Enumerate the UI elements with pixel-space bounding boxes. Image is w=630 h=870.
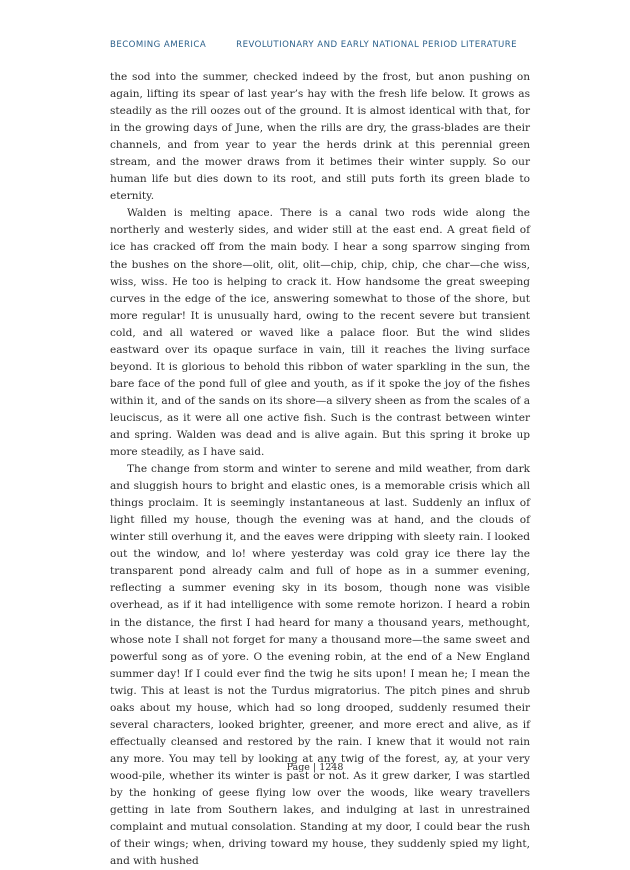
book-title: BECOMING AMERICA <box>110 40 207 50</box>
page-number: 1248 <box>319 762 344 773</box>
section-title: REVOLUTIONARY AND EARLY NATIONAL PERIOD LITERATURE <box>236 40 518 50</box>
page-separator: | <box>312 762 317 773</box>
paragraph-continued: the sod into the summer, checked indeed by the frost, but anon pushing on again, lifting its spear of last year’s hay with the fresh life below. It grows as steadily as the rill oozes out of the ground. It is almost identical with that, for in the growing days of June, when the rills are dry, the grass-blades are their channels, and from year to year the herds drink at this perennial green stream, and the mower draws from it betimes their winter supply. So our human life but dies down to its root, and still puts forth its green blade to eternity. <box>110 71 530 203</box>
body-text <box>110 69 530 870</box>
paragraph-change-from-storm: The change from storm and winter to serene and mild weather, from dark and sluggish hours to bright and elastic ones, is a memorable crisis which all things proclaim. It is seemingly instantaneous at last. Suddenly an influx of light filled my house, though the evening was at hand, and the clouds of winter still overhung it, and the eaves were dripping with sleety rain. I looked out the window, and lo! where yesterday was cold gray ice there lay the transparent pond already calm and full of hope as in a summer evening, reflecting a summer evening sky in its bosom, though none was visible overhead, as if it had intelligence with some remote horizon. I heard a robin in the distance, the first I had heard for many a thousand years, methought, whose note I shall not forget for many a thousand more—the same sweet and powerful song as of yore. O the evening robin, at the end of a New England summer day! If I could ever find the twig he sits upon! I mean he; I mean the twig. This at least is not the Turdus migratorius. The pitch pines and shrub oaks about my house, which had so long drooped, suddenly resumed their several characters, looked brighter, greener, and more erect and alive, as if effectually cleansed and restored by the rain. I knew that it would not rain any more. You may tell by looking at any twig of the forest, ay, at your very wood-pile, whether its winter is past or not. As it grew darker, I was startled by the honking of geese flying low over the woods, like weary travellers getting in late from Southern lakes, and indulging at last in unrestrained complaint and mutual consolation. Standing at my door, I could bear the rush of their wings; when, driving toward my house, they suddenly spied my light, and with hushed <box>110 463 530 868</box>
page-label: Page <box>286 762 310 773</box>
running-header <box>110 40 530 50</box>
paragraph-walden-melting: Walden is melting apace. There is a canal two rods wide along the northerly and westerly sides, and wider still at the east end. A great field of ice has cracked off from the main body. I hear a song sparrow singing from the bushes on the shore—olit, olit, olit—chip, chip, chip, che char—che wiss, wiss, wiss. He too is helping to crack it. How handsome the great sweeping curves in the edge of the ice, answering somewhat to those of the shore, but more regular! It is unusually hard, owing to the recent severe but transient cold, and all watered or waved like a palace floor. But the wind slides eastward over its opaque surface in vain, till it reaches the living surface beyond. It is glorious to behold this ribbon of water sparkling in the sun, the bare face of the pond full of glee and youth, as if it spoke the joy of the fishes within it, and of the sands on its shore—a silvery sheen as from the scales of a leuciscus, as it were all one active fish. Such is the contrast between winter and spring. Walden was dead and is alive again. But this spring it broke up more steadily, as I have said. <box>110 207 530 459</box>
page-footer <box>0 762 630 773</box>
